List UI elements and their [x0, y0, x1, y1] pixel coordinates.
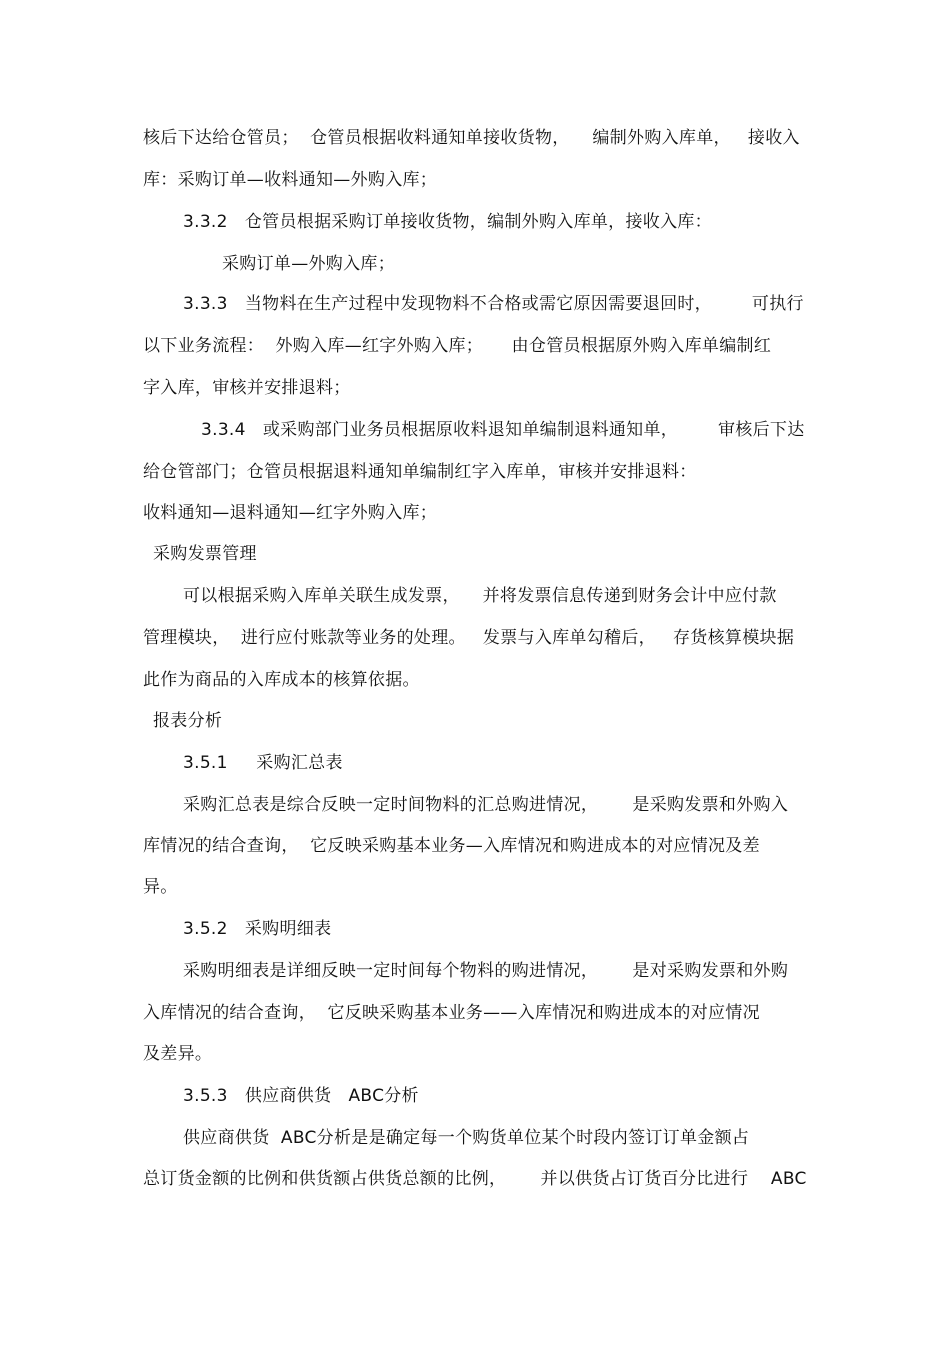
text-line-22: 入库情况的结合查询， 它反映采购基本业务——入库情况和购进成本的对应情况	[143, 1003, 760, 1023]
text-line-12: 可以根据采购入库单关联生成发票， 并将发票信息传递到财务会计中应付款	[183, 586, 777, 606]
text-line-10: 收料通知—退料通知—红字外购入库；	[143, 503, 438, 523]
heading-purchase-invoice: 采购发票管理	[153, 544, 257, 564]
text-line-23: 及差异。	[143, 1044, 213, 1064]
text-line-4: 采购订单—外购入库；	[222, 254, 395, 274]
section-3-3-4: 3.3.4 或采购部门业务员根据原收料退知单编制退料通知单， 审核后下达	[201, 420, 805, 440]
section-3-5-1: 3.5.1 采购汇总表	[183, 753, 343, 773]
text-line-19: 异。	[143, 877, 178, 897]
section-3-3-3: 3.3.3 当物料在生产过程中发现物料不合格或需它原因需要退回时， 可执行	[183, 294, 804, 314]
text-line-13: 管理模块， 进行应付账款等业务的处理。 发票与入库单勾稽后， 存货核算模块据	[143, 628, 795, 648]
text-line-7: 字入库，审核并安排退料；	[143, 378, 351, 398]
text-line-26: 总订货金额的比例和供货额占供货总额的比例， 并以供货占订货百分比进行 ABC	[143, 1169, 807, 1189]
text-line-9: 给仓管部门；仓管员根据退料通知单编制红字入库单，审核并安排退料：	[143, 462, 697, 482]
text-line-18: 库情况的结合查询， 它反映采购基本业务—入库情况和购进成本的对应情况及差	[143, 836, 760, 856]
text-line-21: 采购明细表是详细反映一定时间每个物料的购进情况， 是对采购发票和外购	[183, 961, 789, 981]
text-line-17: 采购汇总表是综合反映一定时间物料的汇总购进情况， 是采购发票和外购入	[183, 795, 789, 815]
section-3-5-2: 3.5.2 采购明细表	[183, 919, 332, 939]
section-3-5-3: 3.5.3 供应商供货 ABC分析	[183, 1086, 419, 1106]
heading-report-analysis: 报表分析	[153, 711, 223, 731]
text-line-6: 以下业务流程： 外购入库—红字外购入库； 由仓管员根据原外购入库单编制红	[143, 336, 772, 356]
section-3-3-2: 3.3.2 仓管员根据采购订单接收货物，编制外购入库单，接收入库：	[183, 212, 712, 232]
text-line-14: 此作为商品的入库成本的核算依据。	[143, 670, 420, 690]
text-line-25: 供应商供货 ABC分析是是确定每一个购货单位某个时段内签订订单金额占	[183, 1128, 750, 1148]
text-line-2: 库：采购订单—收料通知—外购入库；	[143, 170, 438, 190]
text-line-1: 核后下达给仓管员； 仓管员根据收料通知单接收货物， 编制外购入库单， 接收入	[143, 128, 800, 148]
